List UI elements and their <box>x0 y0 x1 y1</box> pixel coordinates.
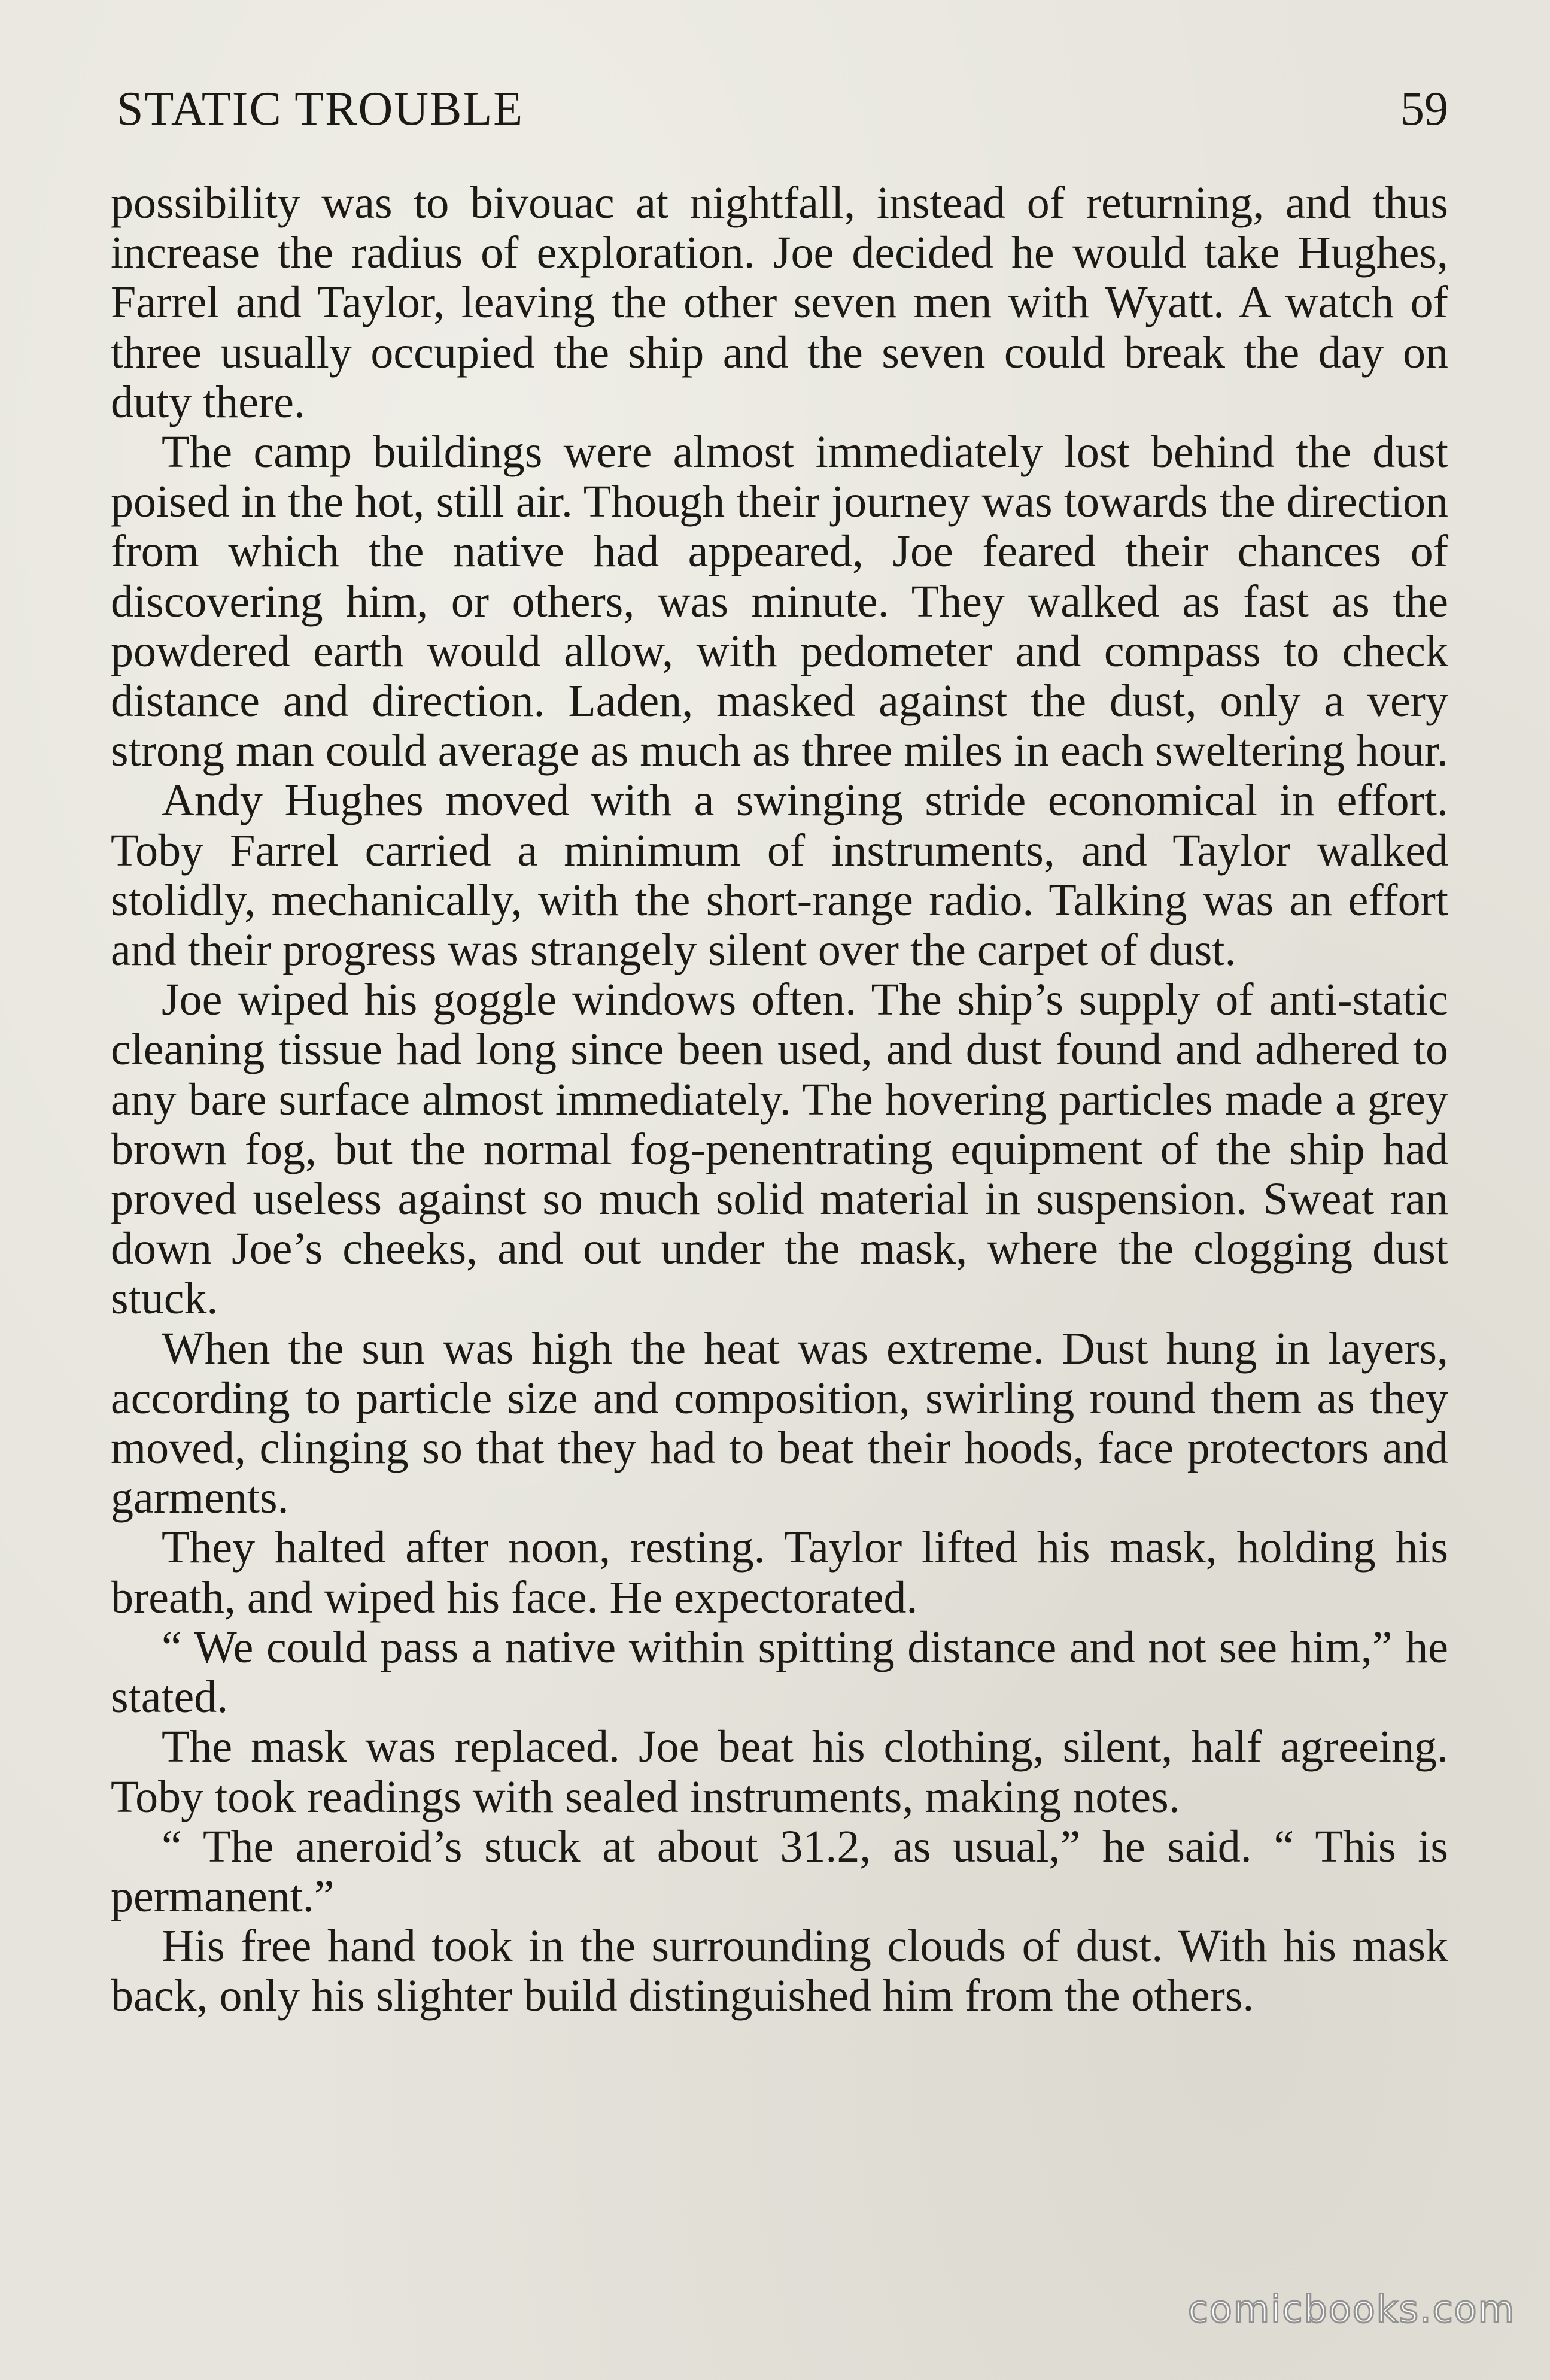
paragraph: When the sun was high the heat was extreme. Dust hung in layers, according to particle size and composition, swirling round them as they moved, clinging so that they had to beat their hoods, face protectors and garments. <box>111 1323 1448 1523</box>
paragraph: The mask was replaced. Joe beat his clothing, silent, half agreeing. Toby took readings with sealed instruments, making notes. <box>111 1722 1448 1822</box>
dialogue-paragraph: “ The aneroid’s stuck at about 31.2, as usual,” he said. “ This is permanent.” <box>111 1821 1448 1921</box>
paragraph: His free hand took in the surrounding clouds of dust. With his mask back, only his slighter build distinguished him from the others. <box>111 1921 1448 2021</box>
page-number: 59 <box>1400 83 1448 135</box>
running-title: STATIC TROUBLE <box>117 83 524 135</box>
paragraph: They halted after noon, resting. Taylor lifted his mask, holding his breath, and wiped his face. He expectorated. <box>111 1522 1448 1623</box>
dialogue-paragraph: “ We could pass a native within spitting distance and not see him,” he stated. <box>111 1622 1448 1723</box>
paragraph: Andy Hughes moved with a swinging stride economical in effort. Toby Farrel carried a minimum of instruments, and Taylor walked stolidly, mechanically, with the short-range radio. Talking was an effort and their progress was strangely silent over the carpet of dust. <box>111 775 1448 976</box>
body-text <box>111 178 1448 2021</box>
page-header <box>117 79 1448 139</box>
watermark: comicbooks.com <box>1187 2287 1515 2331</box>
paragraph-continued: possibility was to bivouac at nightfall, instead of returning, and thus increase the radius of exploration. Joe decided he would take Hughes, Farrel and Taylor, leaving the other seven men with Wyatt. A watch of three usually occupied the ship and the seven could break the day on duty there. <box>111 178 1448 427</box>
paragraph: The camp buildings were almost immediately lost behind the dust poised in the hot, still air. Though their journey was towards the direction from which the native had appeared, Joe feared their chances of discovering him, or others, was minute. They walked as fast as the powdered earth would allow, with pedometer and compass to check distance and direction. Laden, masked against the dust, only a very strong man could average as much as three miles in each sweltering hour. <box>111 427 1448 776</box>
paragraph: Joe wiped his goggle windows often. The ship’s supply of anti-static cleaning tissue had long since been used, and dust found and adhered to any bare surface almost immediately. The hovering particles made a grey brown fog, but the normal fog-penentrating equipment of the ship had proved useless against so much solid material in suspension. Sweat ran down Joe’s cheeks, and out under the mask, where the clogging dust stuck. <box>111 975 1448 1324</box>
